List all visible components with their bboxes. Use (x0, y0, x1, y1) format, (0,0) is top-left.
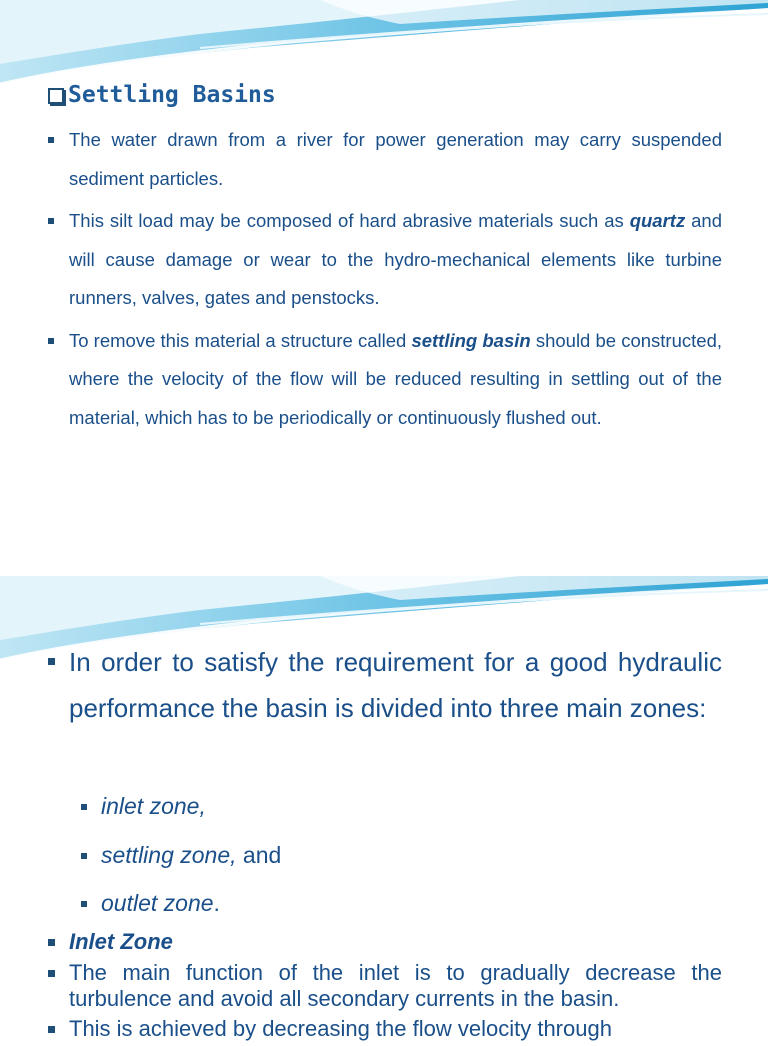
bullet-item (48, 1016, 722, 1042)
bullet-item (48, 960, 722, 1012)
inlet-list (48, 929, 722, 1046)
slide-title: Settling Basins (68, 82, 276, 108)
bullet-item (48, 639, 722, 731)
emphasis-text: settling basin (411, 329, 531, 351)
wave-header-graphic (0, 0, 768, 90)
bullet-item (48, 121, 722, 198)
bullet-item (48, 929, 722, 955)
zone-item (81, 879, 281, 928)
intro-list (48, 639, 722, 731)
zone-name: outlet zone (101, 890, 214, 916)
bullet-text: The water drawn from a river for power generation may carry suspended sediment particles. (69, 129, 722, 189)
section-heading: Inlet Zone (69, 929, 173, 954)
title-row (48, 80, 276, 110)
zone-suffix: . (213, 890, 220, 916)
slide-2 (0, 576, 768, 1041)
checkbox-bullet-icon (48, 88, 64, 104)
bullet-text: This silt load may be composed of hard abrasive materials such as (69, 210, 630, 231)
bullet-text: The main function of the inlet is to gradually decrease the turbulence and avoid all secondary currents in the basin. (69, 960, 722, 1011)
bullet-text: and will cause damage or wear to the hydro-mechanical elements like turbine runners, valves, gates and penstocks. (69, 210, 722, 308)
zone-suffix: and (236, 841, 282, 868)
bullet-item (48, 322, 722, 438)
emphasis-text: quartz (629, 210, 686, 231)
zone-list (81, 782, 281, 928)
zone-name: inlet zone, (101, 793, 206, 819)
bullet-text: This is achieved by decreasing the flow velocity through (69, 1016, 612, 1041)
bullet-text: should be constructed, where the velocity of the flow will be reduced resulting in settling out of the material, which has to be periodically or continuously flushed out. (69, 329, 722, 428)
bullet-list (48, 121, 722, 441)
zone-name: settling zone, (101, 841, 237, 868)
bullet-text: To remove this material a structure called (69, 329, 412, 351)
bullet-text: In order to satisfy the requirement for a good hydraulic performance the basin is divided into three main zones: (69, 647, 722, 723)
zone-item (81, 831, 281, 880)
bullet-item (48, 202, 722, 318)
zone-item (81, 782, 281, 831)
